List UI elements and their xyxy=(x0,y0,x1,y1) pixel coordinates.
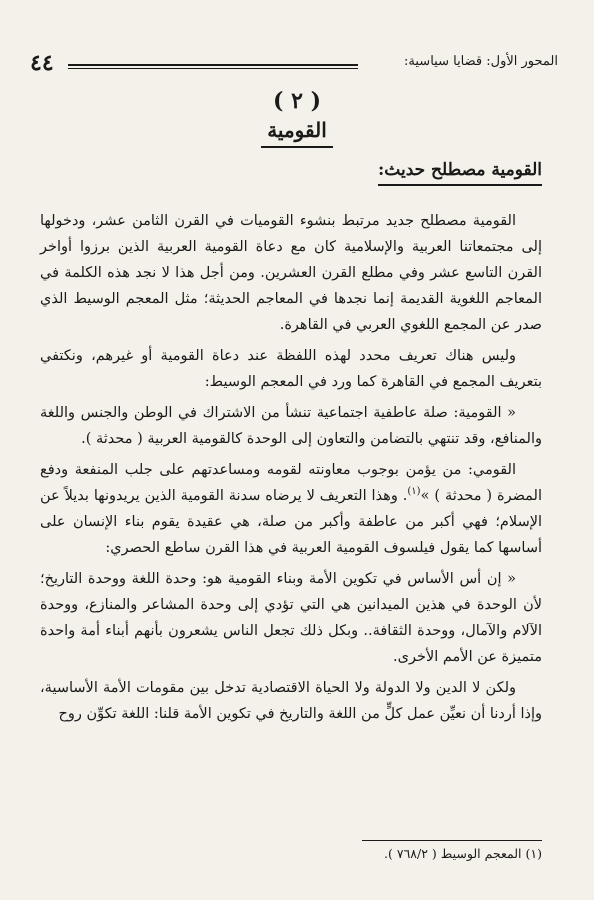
paragraph-2: وليس هناك تعريف محدد لهذه اللفظة عند دعاة القومية أو غيرهم، ونكتفي بتعريف المجمع في القاهرة كما ورد في المعجم الوسيط: xyxy=(40,348,542,390)
paragraph-1: القومية مصطلح جديد مرتبط بنشوء القوميات في القرن الثامن عشر، ودخولها إلى مجتمعاتنا العربية والإسلامية كان مع دعاة القومية العربية الذين برزوا أواخر القرن التاسع عشر وفي مطلع القرن العشرين. ومن أجل هذا لا نجد هذه الكلمة في المعاجم اللغوية القديمة إنما نجدها في المعاجم الحديثة؛ مثل المعجم الوسيط الذي صدر عن المجمع اللغوي العربي في القاهرة. xyxy=(40,213,542,333)
quote-definition-qawmiya: « القومية: صلة عاطفية اجتماعية تنشأ من الاشتراك في الوطن والجنس واللغة والمنافع، وقد تنتهي بالتضامن والتعاون إلى الوحدة كالقومية العربية ( محدثة ). xyxy=(40,405,542,447)
footnote-reference[interactable]: (١) xyxy=(407,486,421,498)
header-rule xyxy=(68,64,358,69)
paragraph-continuation: فهي أكبر من عاطفة وأكبر من صلة، هي عقيدة يقوم بناء الإنسان على أساسها كما يقول فيلسوف القومية العربية في هذا القرن ساطع الحصري: xyxy=(40,514,542,556)
quote-definition-qawmi: القومي: من يؤمن بوجوب معاونته لقومه ومساعدتهم على جلب المنفعة ودفع المضرة ( محدثة ) » xyxy=(40,462,542,504)
chapter-title-wrap xyxy=(0,118,594,148)
chapter-number: ( ٢ ) xyxy=(273,88,321,114)
page-header xyxy=(30,52,558,82)
footnote-rule xyxy=(362,840,542,841)
footnote: (١) المعجم الوسيط ( ٧٦٨/٢ ). xyxy=(384,846,542,861)
body-text xyxy=(40,208,542,732)
paragraph-qawmi xyxy=(40,457,542,561)
paragraph-last: ولكن لا الدين ولا الدولة ولا الحياة الاقتصادية تدخل بين مقومات الأمة الأساسية، وإذا أردنا أن نعيِّن عمل كلٍّ من اللغة والتاريخ في تكوين الأمة قلنا: اللغة تكوِّن روح xyxy=(40,680,542,722)
chapter-title: القومية xyxy=(261,118,333,148)
quote-husri: « إن أس الأساس في تكوين الأمة وبناء القومية هو: وحدة اللغة ووحدة التاريخ؛ لأن الوحدة في هذين الميدانين هي التي تؤدي إلى وحدة المشاعر والمنازع، ووحدة الآلام والآمال، ووحدة الثقافة.. وبكل ذلك تجعل الناس يشعرون بأنهم أبناء أمة واحدة متميزة عن الأمم الأخرى. xyxy=(40,571,542,665)
section-heading: القومية مصطلح حديث: xyxy=(378,160,542,186)
paragraph-after-ref: . وهذا التعريف لا يرضاه سدنة القومية الذين يريدونها بديلاً عن الإسلام؛ xyxy=(40,488,543,530)
running-head: المحور الأول: قضايا سياسية: xyxy=(404,54,558,69)
page-number: ٤٤ xyxy=(30,50,54,76)
